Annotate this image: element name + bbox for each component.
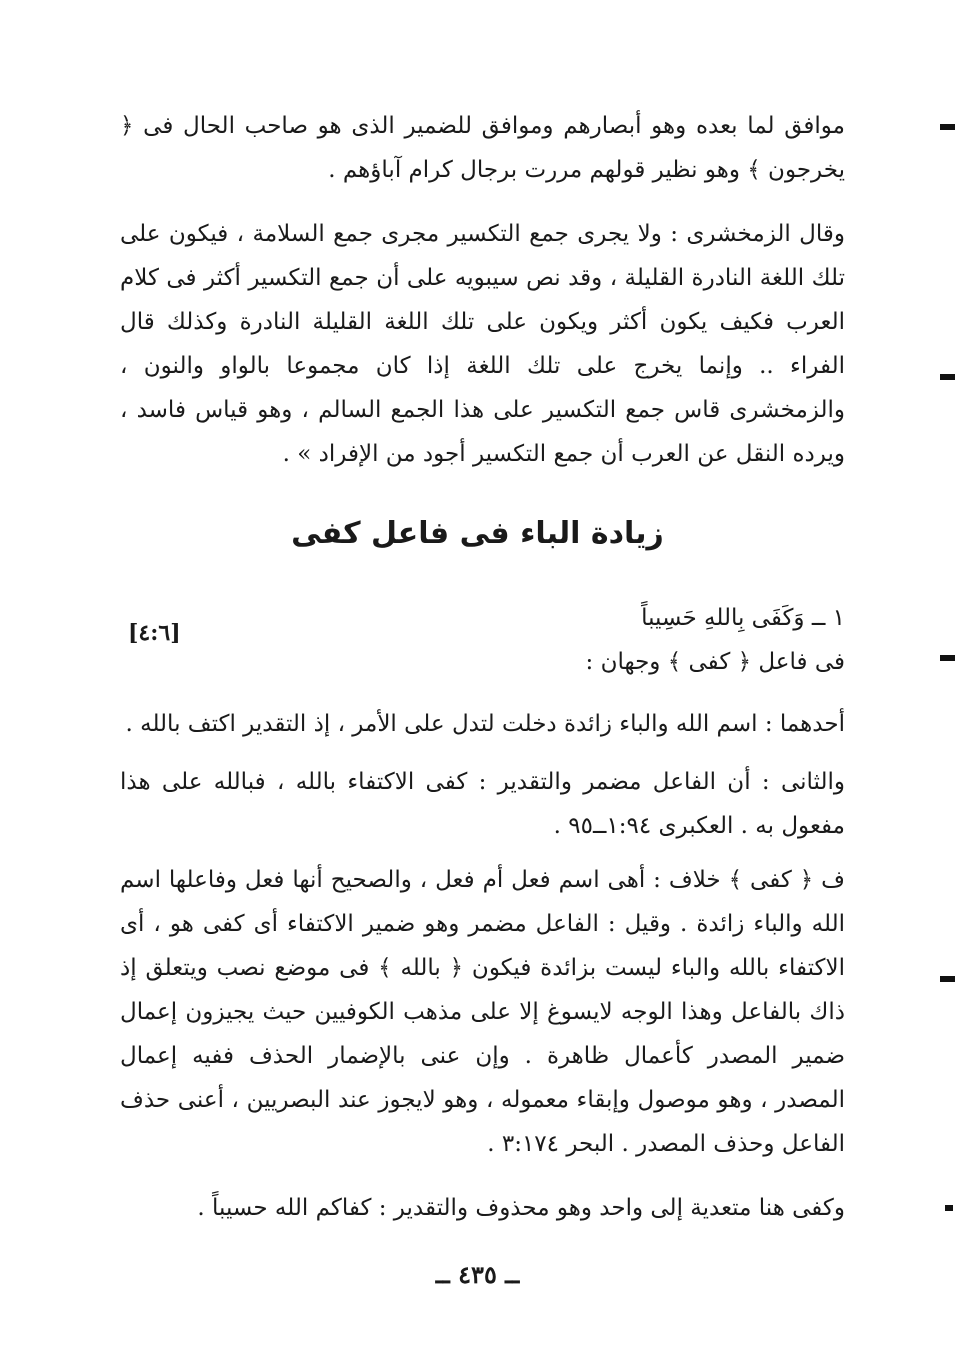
paragraph-3: أحدهما : اسم الله والباء زائدة دخلت لتدل على الأمر ، إذ التقدير اكتف بالله . bbox=[125, 711, 845, 737]
paragraph-2: وقال الزمخشرى : ولا يجرى جمع التكسير مجرى جمع السلامة ، فيكون على تلك اللغة النادرة القليلة ، وقد نص سيبويه على أن جمع التكسير أكثر فى كلام العرب فكيف يكون أكثر ويكون على تلك اللغة القليلة النادرة وكذلك قال الفراء .. وإنما يخرج على تلك اللغة إذا كان مجموعا بالواو والنون ، والزمخشرى قاس جمع التكسير على هذا الجمع السالم ، وهو قياس فاسد ، ويرده النقل عن العرب أن جمع التكسير أجود من الإفراد » . bbox=[120, 221, 845, 467]
paragraph-1: موافق لما بعده وهو أبصارهم وموافق للضمير الذى هو صاحب الحال فى ﴿ يخرجون ﴾ وهو نظير قولهم مررت برجال كرام آباؤهم . bbox=[120, 113, 845, 183]
paragraph-6: وكفى هنا متعدية إلى واحد وهو محذوف والتقدير : كفاكم الله حسيباً . bbox=[197, 1195, 845, 1221]
verse-reference: [٤:٦] bbox=[128, 620, 181, 646]
margin-mark bbox=[940, 374, 955, 380]
page-number: ــ ٤٣٥ ــ bbox=[435, 1260, 520, 1289]
margin-mark bbox=[940, 124, 955, 130]
margin-mark bbox=[940, 655, 955, 661]
verse-block bbox=[345, 596, 845, 684]
paragraph-4: والثانى : أن الفاعل مضمر والتقدير : كفى الاكتفاء بالله ، فبالله على هذا مفعول به . العكبرى ١:٩٤ــ٩٥ . bbox=[120, 769, 845, 839]
paragraph-5: ف ﴿ كفى ﴾ خلاف : أهى اسم فعل أم فعل ، والصحيح أنها فعل وفاعلها اسم الله والباء زائدة . وقيل : الفاعل مضمر وهو ضمير الاكتفاء أى كفى هو ، أى الاكتفاء بالله والباء ليست بزائدة فيكون ﴿ بالله ﴾ فى موضع نصب ويتعلق إذ ذاك بالفاعل وهذا الوجه لايسوغ إلا على مذهب الكوفيين حيث يجيزون إعمال ضمير المصدر كأعمال ظاهرة . وإن عنى بالإضمار الحذف ففيه إعمال المصدر ، وهو موصول وإبقاء معموله ، وهو لايجوز عند البصريين ، أعنى حذف الفاعل وحذف المصدر . البحر ٣:١٧٤ . bbox=[120, 867, 845, 1157]
margin-mark bbox=[945, 1205, 953, 1211]
section-heading: زيادة الباء فى فاعل كفى bbox=[291, 516, 664, 551]
margin-mark bbox=[940, 976, 955, 982]
verse-intro: فى فاعل ﴿ كفى ﴾ وجهان : bbox=[585, 649, 845, 675]
verse-line: ١ ــ وَكَفَى بِاللهِ حَسِيباً bbox=[641, 605, 845, 631]
